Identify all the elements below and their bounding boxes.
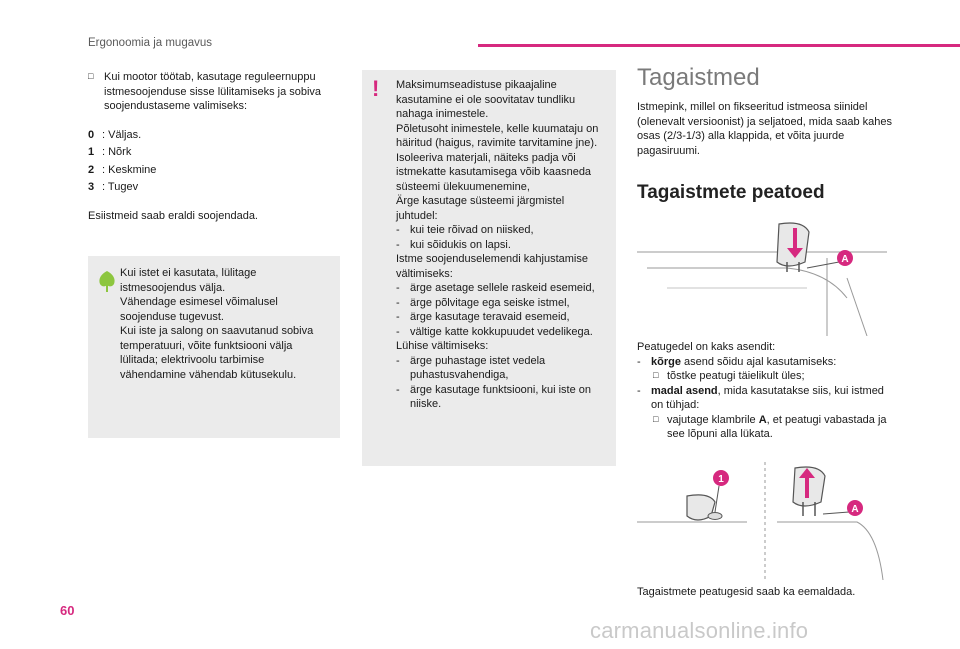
- list-item: - vältige katte kokkupuudet vedelikega.: [396, 325, 593, 338]
- list-item: - ärge põlvitage ega seiske istmel,: [396, 296, 570, 309]
- level-row: 3 : Tugev: [88, 181, 139, 194]
- list-item: - ärge kasutage teravaid esemeid,: [396, 311, 570, 324]
- callout-a: A: [851, 504, 859, 515]
- list-item: - kõrge asend sõidu ajal kasutamiseks:: [637, 355, 837, 368]
- front-seats-note: Esiistmeid saab eraldi soojendada.: [88, 209, 258, 222]
- level-row: 2 : Keskmine: [88, 163, 157, 176]
- square-bullet-icon: □: [653, 370, 659, 381]
- level-row: 1 : Nõrk: [88, 146, 132, 159]
- instruction-row: [88, 70, 340, 114]
- rear-seats-heading: Tagaistmed: [637, 64, 760, 91]
- headrests-heading: Tagaistmete peatoed: [637, 182, 825, 203]
- rear-seats-intro: Istmepink, millel on fikseeritud istmeosa siinidel (olenevalt versioonist) ja seljatoed, mida saab kahes osas (2/3-1/3) alla klappida, et võita juurde pagasiruumi.: [637, 101, 892, 157]
- level-row: 0 : Väljas.: [88, 128, 142, 141]
- removal-note: Tagaistmete peatugesid saab ka eemaldada.: [637, 586, 856, 598]
- list-item: - madal asend, mida kasutatakse siis, kui istmed on tühjad:: [637, 384, 884, 412]
- warning-text: Maksimumseadistuse pikaajaline kasutamine ei ole soovitatav tundliku nahaga inimestele. Põletusoht inimestele, kelle kuumataju on häiritud (haigus, ravimite tarvitamine jne). Isoleeriva materjali, näiteks padja või istmekatte kasutamisega võib kaasneda süsteemi ülekuumenemine, Ärge kasutage süsteemi järgmistel juhtudel: - kui teie rõivad on niisked, - kui sõidukis on lapsi. Istme soojenduselemendi kahjustamise vältimiseks: - ärge asetage sellele raskeid esemeid, - ärge põlvitage ega seiske istmel, - ärge kasutage teravaid esemeid, - vältige katte kokkupuudet vedelikega. Lühise vältimiseks: - ärge puhastage istet vedela puhastusvahendiga, - ärge kasutage funktsiooni, kui iste on niiske.: [396, 78, 608, 412]
- headrest-positions: Peatugedel on kaks asendit: - kõrge asend sõidu ajal kasutamiseks: □ tõstke peatugi täielikult üles; - madal asend, mida kasutatakse siis, kui istmed on tühjad: □ vajutage klambrile A, et peatugi vabastada ja see lõpuni alla lükata.: [637, 340, 897, 442]
- headrest-illustration-bottom: [637, 462, 887, 580]
- list-item: - ärge asetage sellele raskeid esemeid,: [396, 282, 595, 295]
- list-item: □ tõstke peatugi täielikult üles;: [653, 370, 805, 383]
- exclamation-icon: !: [372, 76, 380, 101]
- seat-heating-column: [88, 70, 340, 223]
- square-bullet-icon: □: [653, 413, 659, 424]
- square-bullet-icon: □: [88, 71, 94, 81]
- warning-box: [362, 70, 616, 466]
- callout-a: A: [841, 254, 849, 265]
- list-item: - ärge kasutage funktsiooni, kui iste on niiske.: [396, 383, 592, 411]
- leaf-icon: [97, 270, 117, 292]
- list-item: - ärge puhastage istet vedela puhastusvahendiga,: [396, 354, 546, 382]
- instruction-text: Kui mootor töötab, kasutage reguleernuppu istmesoojenduse sisse lülitamiseks ja sobiva soojendustaseme valimiseks:: [104, 71, 322, 113]
- page-number: 60: [60, 603, 75, 618]
- list-item: □ vajutage klambrile A, et peatugi vabastada ja see lõpuni alla lükata.: [653, 413, 887, 441]
- eco-note-box: [88, 256, 340, 438]
- headrest-illustration-top: [637, 218, 887, 336]
- list-item: - kui teie rõivad on niisked,: [396, 224, 534, 237]
- header-accent-bar: [478, 44, 960, 47]
- heating-levels: [88, 128, 340, 195]
- callout-1: 1: [718, 474, 724, 485]
- list-item: - kui sõidukis on lapsi.: [396, 238, 511, 251]
- eco-note-text: Kui istet ei kasutata, lülitage istmesoojendus välja. Vähendage esimesel võimalusel soojenduse tugevust. Kui iste ja salong on saavutanud sobiva temperatuuri, võite funktsiooni välja lülitada; elektrivoolu tarbimise vähendamine vähendab kütusekulu.: [120, 267, 314, 381]
- watermark: carmanualsonline.info: [590, 618, 809, 643]
- section-title: Ergonoomia ja mugavus: [88, 37, 213, 49]
